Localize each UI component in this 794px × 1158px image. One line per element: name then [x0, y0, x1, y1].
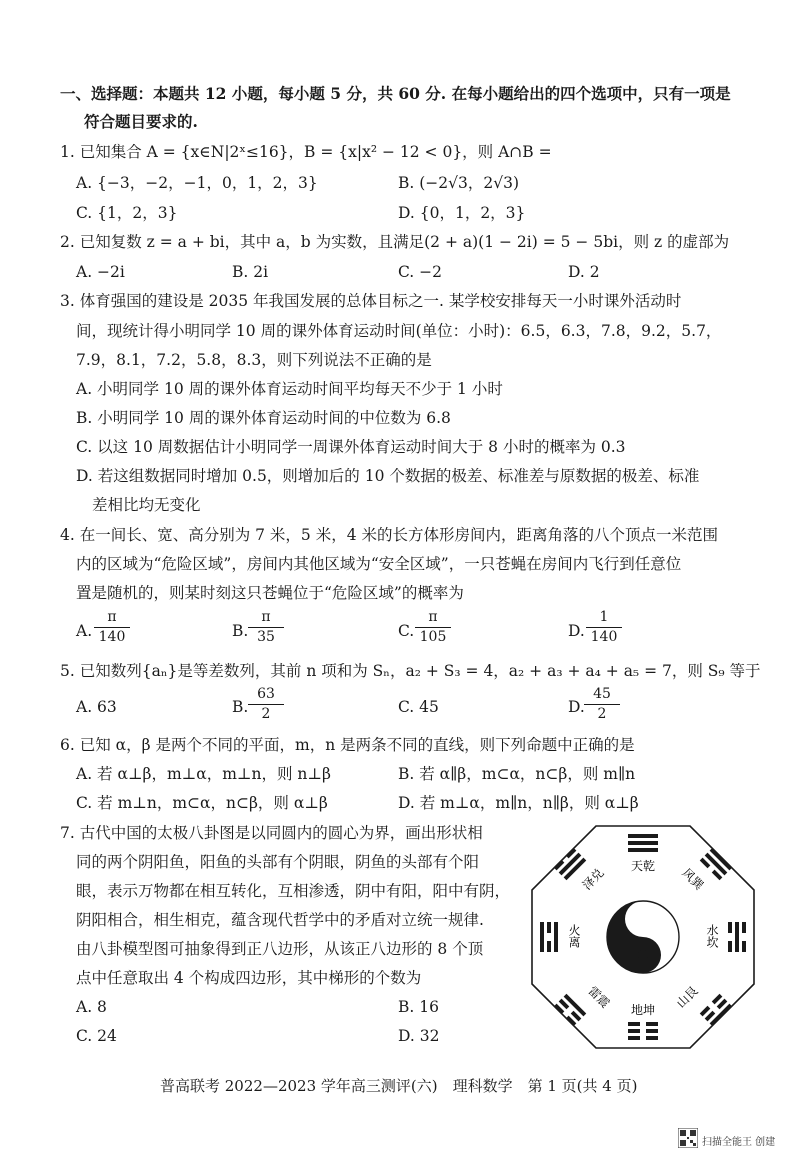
- q3-option-d-line2: 差相比均无变化: [92, 496, 201, 514]
- q7-option-b: B. 16: [398, 998, 439, 1016]
- label-kan: 水坎: [705, 924, 719, 948]
- q6-option-a: A. 若 α⊥β，m⊥α，m⊥n，则 n⊥β: [76, 765, 331, 783]
- q4-option-d-fraction: [582, 609, 626, 646]
- q7-stem-line3: 眼，表示万物都在相互转化，互相渗透，阴中有阳，阳中有阴，: [76, 882, 511, 900]
- scan-watermark: 扫描全能王 创建: [702, 1137, 776, 1148]
- q4-option-a-den: 140: [98, 629, 126, 645]
- q5-option-d-num: 45: [593, 686, 611, 702]
- q3-option-a: A. 小明同学 10 周的课外体育运动时间平均每天不少于 1 小时: [76, 380, 503, 398]
- q4-stem-line1: 4. 在一间长、宽、高分别为 7 米，5 米，4 米的长方体形房间内，距离角落的八个顶点一米范围: [60, 526, 719, 544]
- q4-option-d-num: 1: [599, 609, 609, 625]
- q1-option-a: A. {−3，−2，−1，0，1，2，3}: [76, 174, 318, 192]
- trigram-dui-icon: [555, 849, 585, 879]
- q4-option-a-num: π: [107, 609, 117, 625]
- q5-option-b-fraction: [244, 686, 288, 723]
- q3-option-c: C. 以这 10 周数据估计小明同学一周课外体育运动时间大于 8 小时的概率为 0.3: [76, 438, 626, 456]
- q4-option-d-den: 140: [590, 629, 618, 645]
- q1-option-d: D. {0，1，2，3}: [398, 204, 526, 222]
- q6-option-c: C. 若 m⊥n，m⊂α，n⊂β，则 α⊥β: [76, 794, 328, 812]
- q1-option-b: B. (−2√3，2√3): [398, 174, 520, 192]
- label-gen: 山艮: [673, 983, 701, 1011]
- q5-option-b-num: 63: [257, 686, 275, 702]
- q4-option-a-fraction: [90, 609, 134, 646]
- q4-option-b-den: 35: [257, 629, 275, 645]
- label-li: 火离: [567, 924, 581, 948]
- q5-option-b-den: 2: [261, 706, 271, 722]
- label-dui: 泽兑: [579, 865, 607, 893]
- q4-option-c-den: 105: [419, 629, 447, 645]
- trigram-zhen-icon: [555, 995, 585, 1025]
- q4-option-c-num: π: [428, 609, 438, 625]
- q5-option-c: C. 45: [398, 698, 439, 716]
- q5-option-d-label: D.: [568, 698, 585, 716]
- label-zhen: 雷震: [585, 983, 613, 1011]
- q4-option-a-label: A.: [76, 622, 93, 640]
- q5-stem: 5. 已知数列{aₙ}是等差数列，其前 n 项和为 Sₙ，a₂ + S₃ = 4，a₂ + a₃ + a₄ + a₅ = 7，则 S₉ 等于: [60, 662, 761, 680]
- q2-option-d: D. 2: [568, 263, 600, 281]
- q3-stem-line2: 间，现统计得小明同学 10 周的课外体育运动时间(单位：小时)：6.5，6.3，7.8，9.2，5.7，: [76, 322, 722, 340]
- trigram-gen-icon: [701, 995, 731, 1025]
- section-title-cont: 符合题目要求的.: [84, 112, 198, 131]
- q7-option-a: A. 8: [76, 998, 107, 1016]
- q7-option-c: C. 24: [76, 1027, 117, 1045]
- q2-stem: 2. 已知复数 z = a + bi，其中 a，b 为实数，且满足(2 + a)(1 − 2i) = 5 − 5bi，则 z 的虚部为: [60, 233, 730, 251]
- label-qian: 天乾: [630, 859, 656, 873]
- q7-stem-line1: 7. 古代中国的太极八卦图是以同圆内的圆心为界，画出形状相: [60, 824, 483, 842]
- q5-option-b-label: B.: [232, 698, 249, 716]
- q4-option-c-label: C.: [398, 622, 415, 640]
- label-kun: 地坤: [630, 1003, 656, 1017]
- q7-stem-line2: 同的两个阴阳鱼，阳鱼的头部有个阴眼，阴鱼的头部有个阳: [76, 853, 480, 871]
- page-footer: 普高联考 2022—2023 学年高三测评(六) 理科数学 第 1 页(共 4 页): [160, 1077, 638, 1095]
- q2-option-c: C. −2: [398, 263, 443, 281]
- section-title: 一、选择题：本题共 12 小题，每小题 5 分，共 60 分. 在每小题给出的四个选项中，只有一项是: [60, 84, 731, 103]
- q6-stem: 6. 已知 α，β 是两个不同的平面，m，n 是两条不同的直线，则下列命题中正确的是: [60, 736, 635, 754]
- q4-option-b-label: B.: [232, 622, 249, 640]
- q4-option-d-label: D.: [568, 622, 585, 640]
- q5-option-a: A. 63: [76, 698, 117, 716]
- q6-option-d: D. 若 m⊥α，m∥n，n∥β，则 α⊥β: [398, 794, 639, 812]
- q3-option-d-line1: D. 若这组数据同时增加 0.5，则增加后的 10 个数据的极差、标准差与原数据的极差、标准: [76, 467, 700, 485]
- qr-code-icon: [678, 1128, 698, 1148]
- trigram-li-icon: [542, 922, 556, 952]
- q4-option-b-num: π: [261, 609, 271, 625]
- q4-stem-line2: 内的区域为“危险区域”，房间内其他区域为“安全区域”，一只苍蝇在房间内飞行到任意位: [76, 555, 682, 573]
- q7-option-d: D. 32: [398, 1027, 440, 1045]
- trigram-kun-icon: [628, 1024, 658, 1038]
- q5-option-d-fraction: [580, 686, 624, 723]
- label-xun: 风巽: [679, 865, 707, 893]
- q4-option-b-fraction: [244, 609, 288, 646]
- q3-stem-line3: 7.9，8.1，7.2，5.8，8.3，则下列说法不正确的是: [76, 351, 432, 369]
- q2-option-a: A. −2i: [76, 263, 125, 281]
- q4-stem-line3: 置是随机的，则某时刻这只苍蝇位于“危险区域”的概率为: [76, 584, 464, 602]
- q6-option-b: B. 若 α∥β，m⊂α，n⊂β，则 m∥n: [398, 765, 636, 783]
- q3-option-b: B. 小明同学 10 周的课外体育运动时间的中位数为 6.8: [76, 409, 451, 427]
- q3-stem-line1: 3. 体育强国的建设是 2035 年我国发展的总体目标之一. 某学校安排每天一小时课外活动时: [60, 292, 682, 310]
- trigram-qian-icon: [628, 836, 658, 850]
- taiji-icon: [607, 901, 679, 973]
- q5-option-d-den: 2: [597, 706, 607, 722]
- q7-stem-line4: 阴阳相合，相生相克，蕴含现代哲学中的矛盾对立统一规律.: [76, 911, 484, 929]
- q2-option-b: B. 2i: [232, 263, 269, 281]
- trigram-xun-icon: [701, 849, 731, 879]
- q1-option-c: C. {1，2，3}: [76, 204, 178, 222]
- q1-stem: 1. 已知集合 A = {x∈N|2ˣ≤16}，B = {x|x² − 12 < 0}，则 A∩B =: [60, 143, 552, 161]
- q7-stem-line6: 点中任意取出 4 个构成四边形，其中梯形的个数为: [76, 969, 422, 987]
- q4-option-c-fraction: [411, 609, 455, 646]
- bagua-figure: [530, 824, 756, 1050]
- q7-stem-line5: 由八卦模型图可抽象得到正八边形，从该正八边形的 8 个顶: [76, 940, 484, 958]
- trigram-kan-icon: [730, 922, 744, 952]
